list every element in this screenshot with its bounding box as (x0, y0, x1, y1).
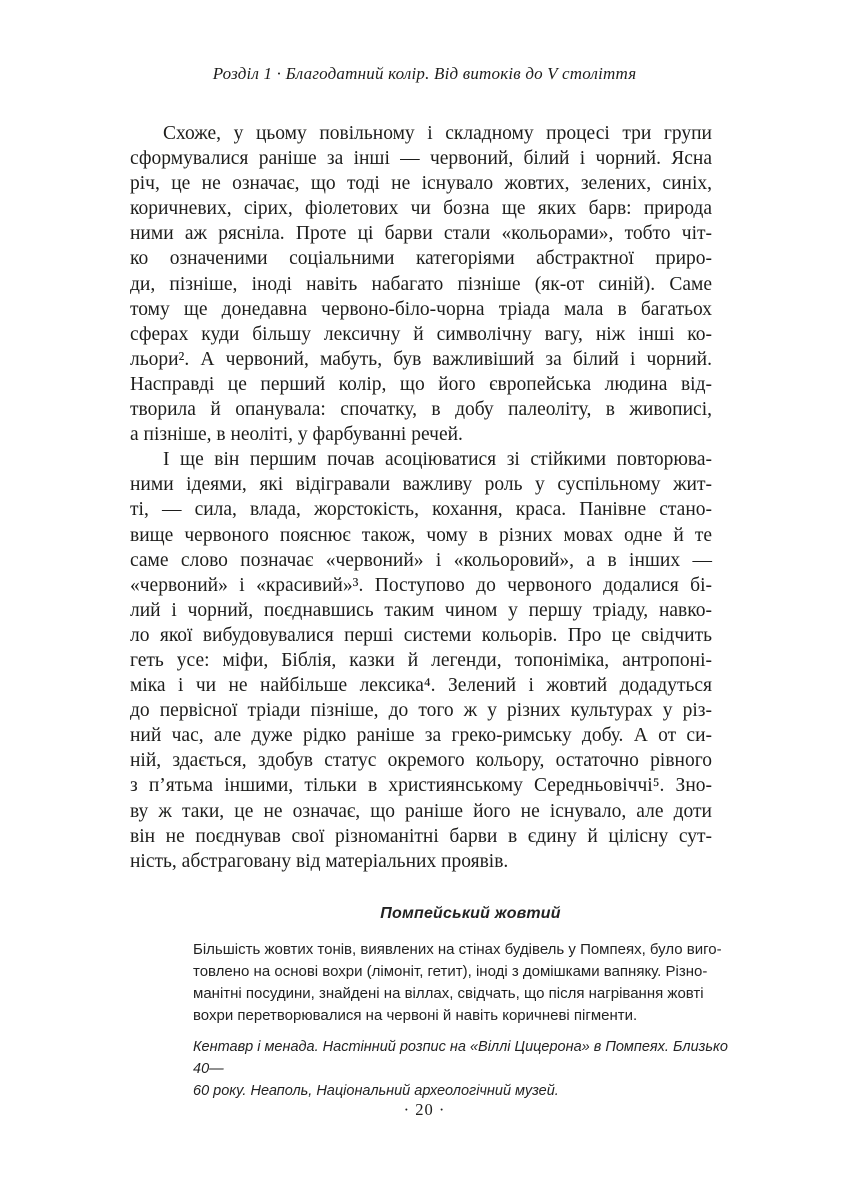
text-line: ність, абстраговану від матеріальних проявів. (130, 850, 509, 872)
text-line: ло якої вибудовувалися перші системи кольорів. Про це свідчить (130, 624, 712, 646)
text-line: а пізніше, в неоліті, у фарбуванні речей. (130, 424, 463, 446)
text-line: Більшість жовтих тонів, виявлених на стінах будівель у Помпеях, було виго- (193, 941, 722, 958)
text-line: з п’ятьма іншими, тільки в християнському Середньовіччі⁵. Зно- (130, 775, 712, 797)
text-line: І ще він першим почав асоціюватися зі стійкими повторюва- (163, 449, 712, 471)
running-head: Розділ 1 · Благодатний колір. Від витоків до V століття (212, 64, 637, 83)
text-line: вище червоного пояснює також, чому в різних мовах одне й те (130, 524, 712, 546)
text-line: Схоже, у цьому повільному і складному процесі три групи (163, 123, 712, 144)
text-line: тому ще донедавна червоно-біло-чорна тріада мала в багатьох (130, 298, 712, 320)
sidebar-note (193, 903, 748, 1102)
text-line: ній, здається, здобув статус окремого кольору, остаточно рівного (130, 750, 712, 772)
sidebar-caption (193, 1036, 748, 1102)
sidebar-text (193, 939, 748, 1027)
body-text (130, 121, 712, 874)
paragraph (130, 447, 712, 874)
text-line: він не поєднував свої різноманітні барви в єдину й цілісну сут- (130, 825, 712, 847)
paragraph (130, 121, 712, 447)
text-line: ди, пізніше, іноді навіть набагато пізніше (як-от синій). Саме (130, 273, 712, 295)
text-line: 60 року. Неаполь, Національний археологічний музей. (193, 1083, 559, 1099)
text-line: ву ж таки, це не означає, що раніше його не існувало, але доти (130, 800, 712, 822)
text-line: ко означеними соціальними категоріями абстрактної приро- (130, 248, 712, 270)
text-line: творила й опанувала: спочатку, в добу палеоліту, в живописі, (130, 399, 712, 421)
text-line: ними ідеями, які відігравали важливу роль у суспільному жит- (130, 474, 712, 496)
text-line: коричневих, сірих, фіолетових чи бозна ще яких барв: природа (130, 198, 712, 220)
text-line: Насправді це перший колір, що його європейська людина від- (130, 373, 712, 395)
text-line: саме слово позначає «червоний» і «кольоровий», а в інших — (130, 549, 712, 571)
text-line: геть усе: міфи, Біблія, казки й легенди, топоніміка, антропоні- (130, 649, 712, 671)
text-line: до первісної тріади пізніше, до того ж у різних культурах у різ- (130, 700, 712, 722)
text-line: річ, це не означає, що тоді не існувало жовтих, зелених, синіх, (130, 173, 712, 195)
text-line: льори². А червоний, мабуть, був важливіший за білий і чорний. (130, 348, 712, 370)
sidebar-title: Помпейський жовтий (380, 905, 561, 922)
text-line: Кентавр і менада. Настінний розпис на «Віллі Цицерона» в Помпеях. Близько 40— (193, 1039, 728, 1077)
text-line: товлено на основі вохри (лімоніт, гетит), іноді з домішками вапняку. Різно- (193, 963, 708, 980)
text-line: сферах куди більшу лексичну й символічну вагу, ніж інші ко- (130, 323, 712, 345)
page-number: · 20 · (403, 1100, 446, 1119)
text-line: ними аж рясніла. Проте ці барви стали «кольорами», тобто чіт- (130, 223, 712, 245)
text-line: ті, — сила, влада, жорстокість, кохання, краса. Панівне стано- (130, 499, 712, 521)
text-line: лий і чорний, поєднавшись таким чином у першу тріаду, навко- (130, 599, 712, 621)
text-line: ний час, але дуже рідко раніше за греко-римську добу. А от си- (130, 725, 712, 747)
text-line: манітні посудини, знайдені на віллах, свідчать, що після нагрівання жовті (193, 985, 704, 1002)
text-line: сформувалися раніше за інші — червоний, білий і чорний. Ясна (130, 148, 712, 170)
text-line: «червоний» і «красивий»³. Поступово до червоного додалися бі- (130, 574, 712, 596)
text-line: міка і чи не найбільше лексика⁴. Зелений і жовтий додадуться (130, 675, 712, 697)
text-line: вохри перетворювалися на червоні й навіть коричневі пігменти. (193, 1007, 638, 1024)
